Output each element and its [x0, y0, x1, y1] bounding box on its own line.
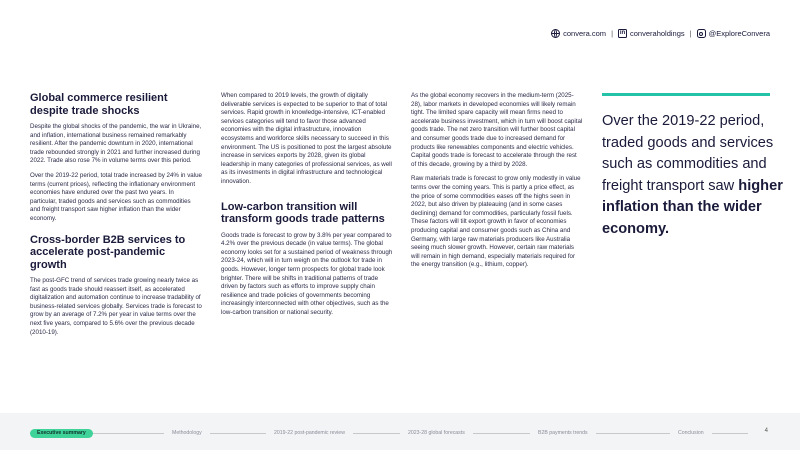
paragraph: Raw materials trade is forecast to grow only modestly in value terms over the coming years. This is partly a price effect, as the price of some commodities eases off the highs seen in 2022, but also driven by plateauing (and in some cases declining) demand for commodities, particularly fossil fuels. These factors will tilt export growth in favor of economies producing capital and consumer goods such as China and Germany, with large raw materials producers like Australia seeing much slower growth. However, certain raw materials will remain in high demand, especially materials required for the energy transition (e.g., lithium, copper). [411, 175, 581, 269]
instagram-label: @ExploreConvera [708, 29, 770, 38]
pull-quote [602, 111, 792, 240]
paragraph: As the global economy recovers in the medium-term (2025-28), labor markets in developed economies will likely remain tight. The limited spare capacity will mean firms need to accelerate business investment, which in turn will boost capital goods trade. The net zero transition will further boost capital and consumer goods trade due to increased demand for products like renewables components and electric vehicles. Capital goods trade is forecast to accelerate through the rest of this decade, growing by a third by 2028. [411, 92, 583, 168]
paragraph: When compared to 2019 levels, the growth of digitally deliverable services is expected to be superior to that of total services. Rapid growth in knowledge-intensive, ICT-enabled services categories will tend to favor those advanced economies with the digital infrastructure, innovation ecosystems and workforce skills necessary to succeed in this environment. The US is positioned to post the largest absolute increase in services exports by 2028, given its global leadership in many categories of professional services, as well as its investments in digital infrastructure and technological innovation. [221, 92, 392, 185]
column-2 [221, 92, 393, 323]
nav-conclusion[interactable]: Conclusion [670, 429, 712, 438]
linkedin-link[interactable] [618, 29, 685, 38]
paragraph: Over the 2019-22 period, total trade increased by 24% in value terms (current prices), reflecting the inflationary environment economies have endured over the past two years. In particular, traded goods and services such as commodities and freight transport saw higher inflation than the wider economy. [30, 171, 202, 222]
heading-cross-border: Cross-border B2B services to accelerate post-pandemic growth [30, 233, 186, 271]
page-number: 4 [764, 428, 768, 434]
nav-methodology[interactable]: Methodology [164, 429, 210, 438]
heading-low-carbon: Low-carbon transition will transform goods trade patterns [221, 200, 385, 226]
paragraph: Goods trade is forecast to grow by 3.8% per year compared to 4.2% over the previous decade (in value terms). The global economy looks set for a sustained period of weakness through 2023-24, which will in turn weigh on the outlook for trade in goods. However, longer term prospects for global trade look brighter. There will be shifts in traditional patterns of trade driven by factors such as efforts to improve supply chain resilience and trade policies of governments becoming increasingly interconnected with other objectives, such as the low-carbon transition or national security. [221, 231, 393, 316]
instagram-link[interactable] [697, 29, 770, 38]
linkedin-icon: in [619, 30, 626, 36]
section-nav [30, 429, 748, 438]
linkedin-label: converaholdings [630, 29, 685, 38]
nav-global-forecasts[interactable]: 2023-28 global forecasts [400, 429, 473, 438]
heading-global-commerce: Global commerce resilient despite trade shocks [30, 92, 168, 117]
social-links [551, 29, 770, 38]
quote-accent-bar [602, 93, 770, 96]
paragraph: The post-GFC trend of services trade growing nearly twice as fast as goods trade should reassert itself, as accelerated digitalization and automation continue to increase tradability of business-related services globally. Services trade is forecast to grow by an average of 7.2% per year in value terms over the next five years, compared to 5.6% over the previous decade (2010-19). [30, 277, 202, 336]
quote-emphasis: higher inflation than the wider economy. [602, 177, 783, 237]
website-label: convera.com [563, 29, 607, 38]
column-3 [411, 92, 583, 276]
nav-track-line [30, 433, 748, 434]
paragraph: Despite the global shocks of the pandemic, the war in Ukraine, and inflation, international business remained remarkably resilient. After the pandemic downturn in 2020, international trade rebounded strongly in 2021 and further increased during 2022. Trade also rose 7% in volume terms over this period. [30, 123, 202, 165]
nav-executive-summary[interactable]: Executive summary [30, 429, 93, 438]
globe-icon [551, 29, 560, 38]
website-link[interactable] [551, 29, 606, 38]
quote-text: Over the 2019-22 period, traded goods and services such as commodities and freight transport saw [602, 113, 774, 194]
instagram-icon [697, 29, 706, 38]
column-1 [30, 92, 202, 343]
nav-b2b-payments-trends[interactable]: B2B payments trends [530, 429, 596, 438]
nav-post-pandemic-review[interactable]: 2019-22 post-pandemic review [266, 429, 353, 438]
separator: | [689, 29, 692, 38]
separator: | [611, 29, 614, 38]
